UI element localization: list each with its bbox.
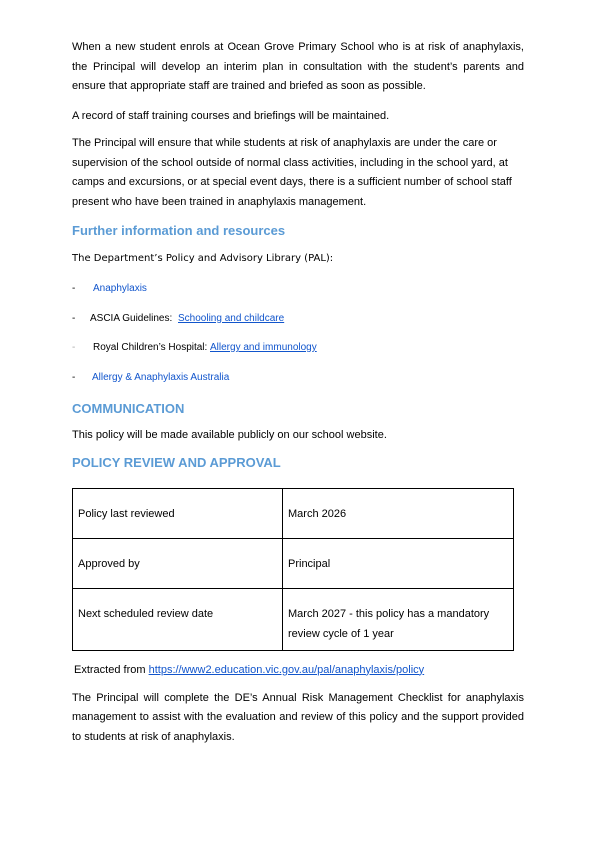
bullet-dash: -	[72, 371, 76, 383]
table-cell-label: Next scheduled review date	[73, 588, 283, 650]
bullet-dash: -	[72, 342, 76, 353]
table-cell-value: March 2027 - this policy has a mandatory review cycle of 1 year	[283, 588, 514, 650]
closing-paragraph: The Principal will complete the DE’s Annual Risk Management Checklist for anaphylaxis management to assist with the evaluation and review of this policy and the support provided to students at risk of anaphylaxis.	[72, 691, 524, 743]
resource-item-ascia	[72, 312, 524, 326]
resource-item-anaphylaxis	[72, 282, 524, 296]
interim-plan-paragraph: When a new student enrols at Ocean Grove Primary School who is at risk of anaphylaxis, the Principal will develop an interim plan in consultation with the student’s parents and ensure that appropriate staff are trained and briefed as soon as possible.	[72, 41, 524, 92]
further-information-heading: Further information and resources	[72, 223, 286, 238]
resource-item-aaa	[72, 371, 524, 385]
rch-label: Royal Children’s Hospital:	[93, 342, 208, 353]
bullet-dash: -	[72, 283, 76, 294]
allergy-anaphylaxis-australia-link[interactable]: Allergy & Anaphylaxis Australia	[92, 371, 230, 383]
table-row	[73, 588, 514, 650]
resource-item-rch	[72, 341, 524, 355]
table-row	[73, 538, 514, 588]
table-cell-value: March 2026	[283, 488, 514, 538]
communication-paragraph: This policy will be made available publicly on our school website.	[72, 429, 387, 441]
communication-heading: COMMUNICATION	[72, 401, 185, 416]
schooling-childcare-link[interactable]: Schooling and childcare	[178, 312, 285, 324]
table-row	[73, 488, 514, 538]
extracted-from-link[interactable]: https://www2.education.vic.gov.au/pal/anaphylaxis/policy	[148, 663, 425, 676]
table-cell-label: Approved by	[73, 538, 283, 588]
policy-review-table	[72, 488, 514, 651]
table-cell-value: Principal	[283, 538, 514, 588]
allergy-immunology-link[interactable]: Allergy and immunology	[210, 342, 317, 353]
ascia-label: ASCIA Guidelines:	[90, 312, 173, 324]
policy-review-heading: POLICY REVIEW AND APPROVAL	[72, 454, 281, 470]
department-pal-line: The Department’s Policy and Advisory Library (PAL):	[72, 253, 334, 264]
anaphylaxis-link[interactable]: Anaphylaxis	[93, 283, 147, 294]
supervision-paragraph: The Principal will ensure that while students at risk of anaphylaxis are under the care or supervision of the school outside of normal class activities, including in the school yard, at camps and excursions, or at special event days, there is a sufficient number of school staff present who have been trained in anaphylaxis management.	[72, 137, 512, 208]
extracted-from-line	[74, 661, 524, 680]
document-page	[72, 38, 524, 747]
table-cell-label: Policy last reviewed	[73, 488, 283, 538]
extracted-from-label: Extracted from	[74, 663, 146, 676]
training-record-paragraph: A record of staff training courses and briefings will be maintained.	[72, 109, 390, 122]
bullet-dash: -	[72, 312, 76, 324]
